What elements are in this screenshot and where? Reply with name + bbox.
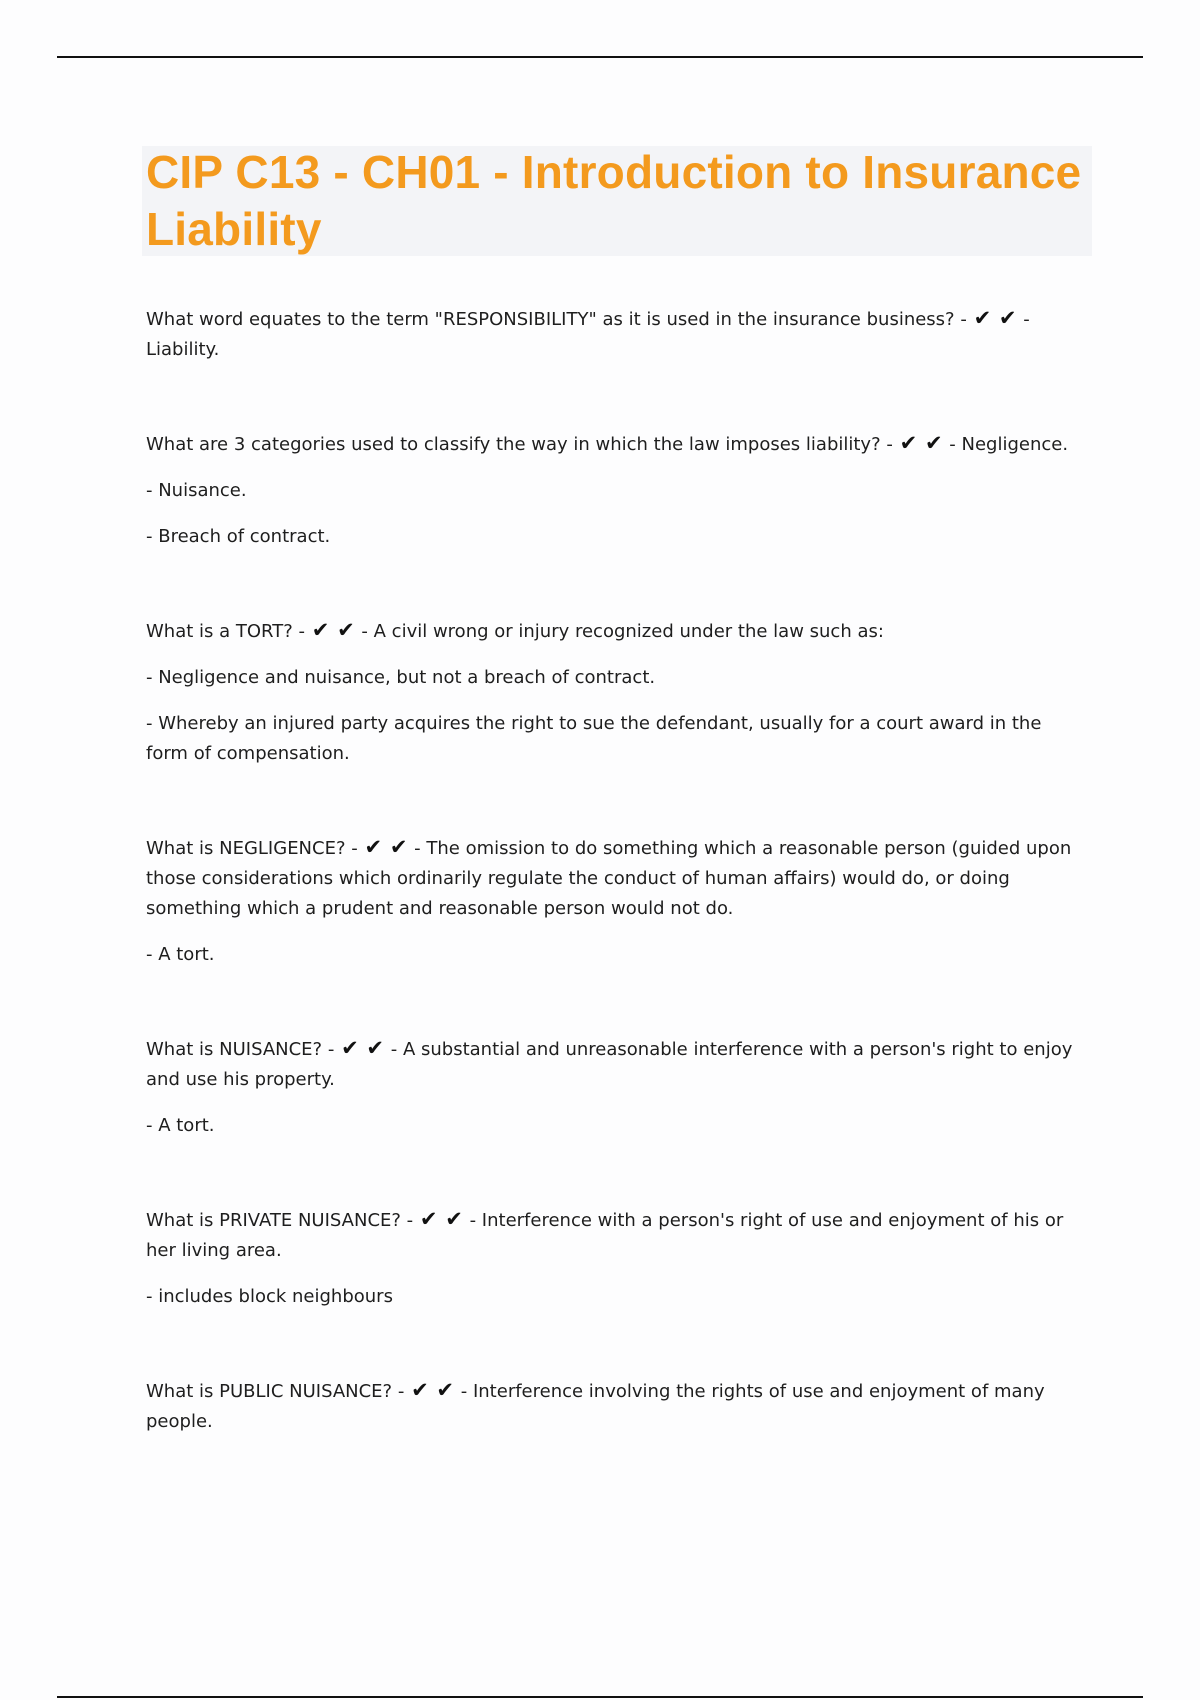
qa-item [146, 428, 1086, 552]
check-mark-icon: ✔ [341, 1036, 359, 1060]
check-mark-icon: ✔ [389, 835, 408, 859]
answer-extra-line: - Nuisance. [146, 480, 247, 501]
answer-text: Negligence. [961, 434, 1069, 455]
check-mark-icon: ✔ [337, 618, 355, 642]
document-title: CIP C13 - CH01 - Introduction to Insurance Liability [146, 146, 1082, 255]
question-text: What is NEGLIGENCE? [146, 838, 346, 859]
answer-text: A substantial and unreasonable interference with a person's right to enjoy and use his property. [146, 1039, 1073, 1090]
qa-item [146, 1375, 1086, 1437]
qa-item [146, 1204, 1086, 1312]
check-mark-icon: ✔ [311, 618, 330, 642]
footer-rule [57, 1696, 1143, 1698]
qa-item [146, 1033, 1086, 1141]
qa-main-line: What are 3 categories used to classify the way in which the law imposes liability? - ✔ ✔ - Negligence. [146, 428, 1086, 460]
qa-item [146, 832, 1086, 970]
check-mark-icon: ✔ [899, 431, 918, 455]
qa-main-line: What word equates to the term "RESPONSIBILITY" as it is used in the insurance business? - ✔ ✔ - Liability. [146, 303, 1086, 365]
answer-extra-line: - Whereby an injured party acquires the right to sue the defendant, usually for a court award in the form of compensation. [146, 713, 1042, 764]
question-text: What is NUISANCE? [146, 1039, 323, 1060]
qa-main-line: What is NUISANCE? - ✔ ✔ - A substantial and unreasonable interference with a person's right to enjoy and use his property. [146, 1033, 1086, 1095]
answer-text: Liability. [146, 339, 220, 360]
question-text: What are 3 categories used to classify the way in which the law imposes liability? [146, 434, 881, 455]
header-rule [57, 56, 1143, 58]
check-mark-icon: ✔ [364, 835, 383, 859]
answer-text: The omission to do something which a reasonable person (guided upon those considerations which ordinarily regulate the conduct of human affairs) would do, or doing something which a prudent and reasonable person would not do. [146, 838, 1072, 919]
check-mark-icon: ✔ [366, 1036, 385, 1060]
qa-item [146, 303, 1086, 365]
qa-list [146, 303, 1086, 1500]
question-text: What is PUBLIC NUISANCE? [146, 1381, 393, 1402]
check-mark-icon: ✔ [973, 306, 992, 330]
check-mark-icon: ✔ [998, 306, 1017, 330]
answer-extra-line: - Breach of contract. [146, 526, 331, 547]
check-mark-icon: ✔ [419, 1207, 438, 1231]
question-text: What word equates to the term "RESPONSIBILITY" as it is used in the insurance business? [146, 309, 955, 330]
answer-text: A civil wrong or injury recognized under the law such as: [373, 621, 884, 642]
answer-extra-line: - A tort. [146, 944, 215, 965]
answer-text: Interference involving the rights of use and enjoyment of many people. [146, 1381, 1045, 1432]
qa-main-line: What is PUBLIC NUISANCE? - ✔ ✔ - Interference involving the rights of use and enjoyment of many people. [146, 1375, 1086, 1437]
check-mark-icon: ✔ [445, 1207, 463, 1231]
question-text: What is PRIVATE NUISANCE? [146, 1210, 401, 1231]
qa-main-line: What is NEGLIGENCE? - ✔ ✔ - The omission to do something which a reasonable person (guided upon those considerations which ordinarily regulate the conduct of human affairs) would do, or doing something which a prudent and reasonable person would not do. [146, 832, 1086, 924]
qa-item [146, 615, 1086, 769]
answer-extra-line: - includes block neighbours [146, 1286, 393, 1307]
answer-text: Interference with a person's right of use and enjoyment of his or her living area. [146, 1210, 1064, 1261]
qa-main-line: What is PRIVATE NUISANCE? - ✔ ✔ - Interference with a person's right of use and enjoyment of his or her living area. [146, 1204, 1086, 1266]
check-mark-icon: ✔ [411, 1378, 429, 1402]
qa-main-line: What is a TORT? - ✔ ✔ - A civil wrong or injury recognized under the law such as: [146, 615, 1086, 647]
answer-extra-line: - Negligence and nuisance, but not a breach of contract. [146, 667, 656, 688]
answer-extra-line: - A tort. [146, 1115, 215, 1136]
check-mark-icon: ✔ [436, 1378, 455, 1402]
question-text: What is a TORT? [146, 621, 293, 642]
check-mark-icon: ✔ [924, 431, 943, 455]
